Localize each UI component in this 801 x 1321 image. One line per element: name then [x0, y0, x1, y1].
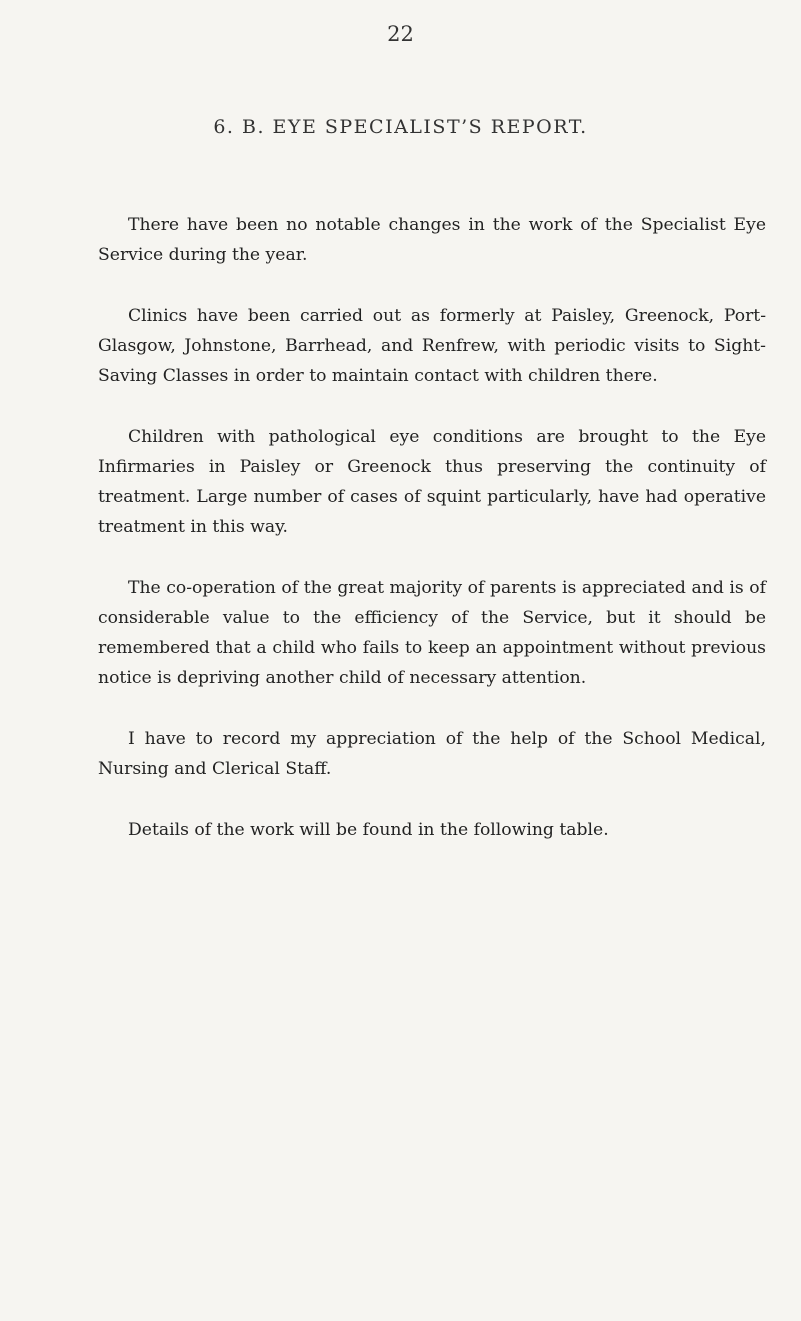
paragraph-details-table: Details of the work will be found in the following table. — [128, 820, 609, 840]
paragraph-pathological-conditions: Children with pathological eye conditions are brought to the Eye Infirmaries in Paisley or Greenock thus preserving the continuity of treatment. Large number of cases of squint particularly, have had operative treatment in this way. — [98, 427, 766, 537]
paragraph-no-changes: There have been no notable changes in the work of the Specialist Eye Service during the year. — [98, 215, 766, 265]
paragraph-parent-cooperation: The co-operation of the great majority of parents is appreciated and is of considerable value to the efficiency of the Service, but it should be remembered that a child who fails to keep an appointment without previous notice is depriving another child of necessary attention. — [98, 578, 766, 688]
report-body — [98, 210, 766, 876]
paragraph-clinics: Clinics have been carried out as formerly at Paisley, Greenock, Port-Glasgow, Johnstone, Barrhead, and Renfrew, with periodic visits to Sight-Saving Classes in order to maintain contact with children there. — [98, 306, 766, 386]
section-heading: 6. B. EYE SPECIALIST’S REPORT. — [213, 116, 588, 138]
paragraph-appreciation: I have to record my appreciation of the help of the School Medical, Nursing and Clerical Staff. — [98, 729, 766, 779]
page-number: 22 — [387, 22, 414, 46]
